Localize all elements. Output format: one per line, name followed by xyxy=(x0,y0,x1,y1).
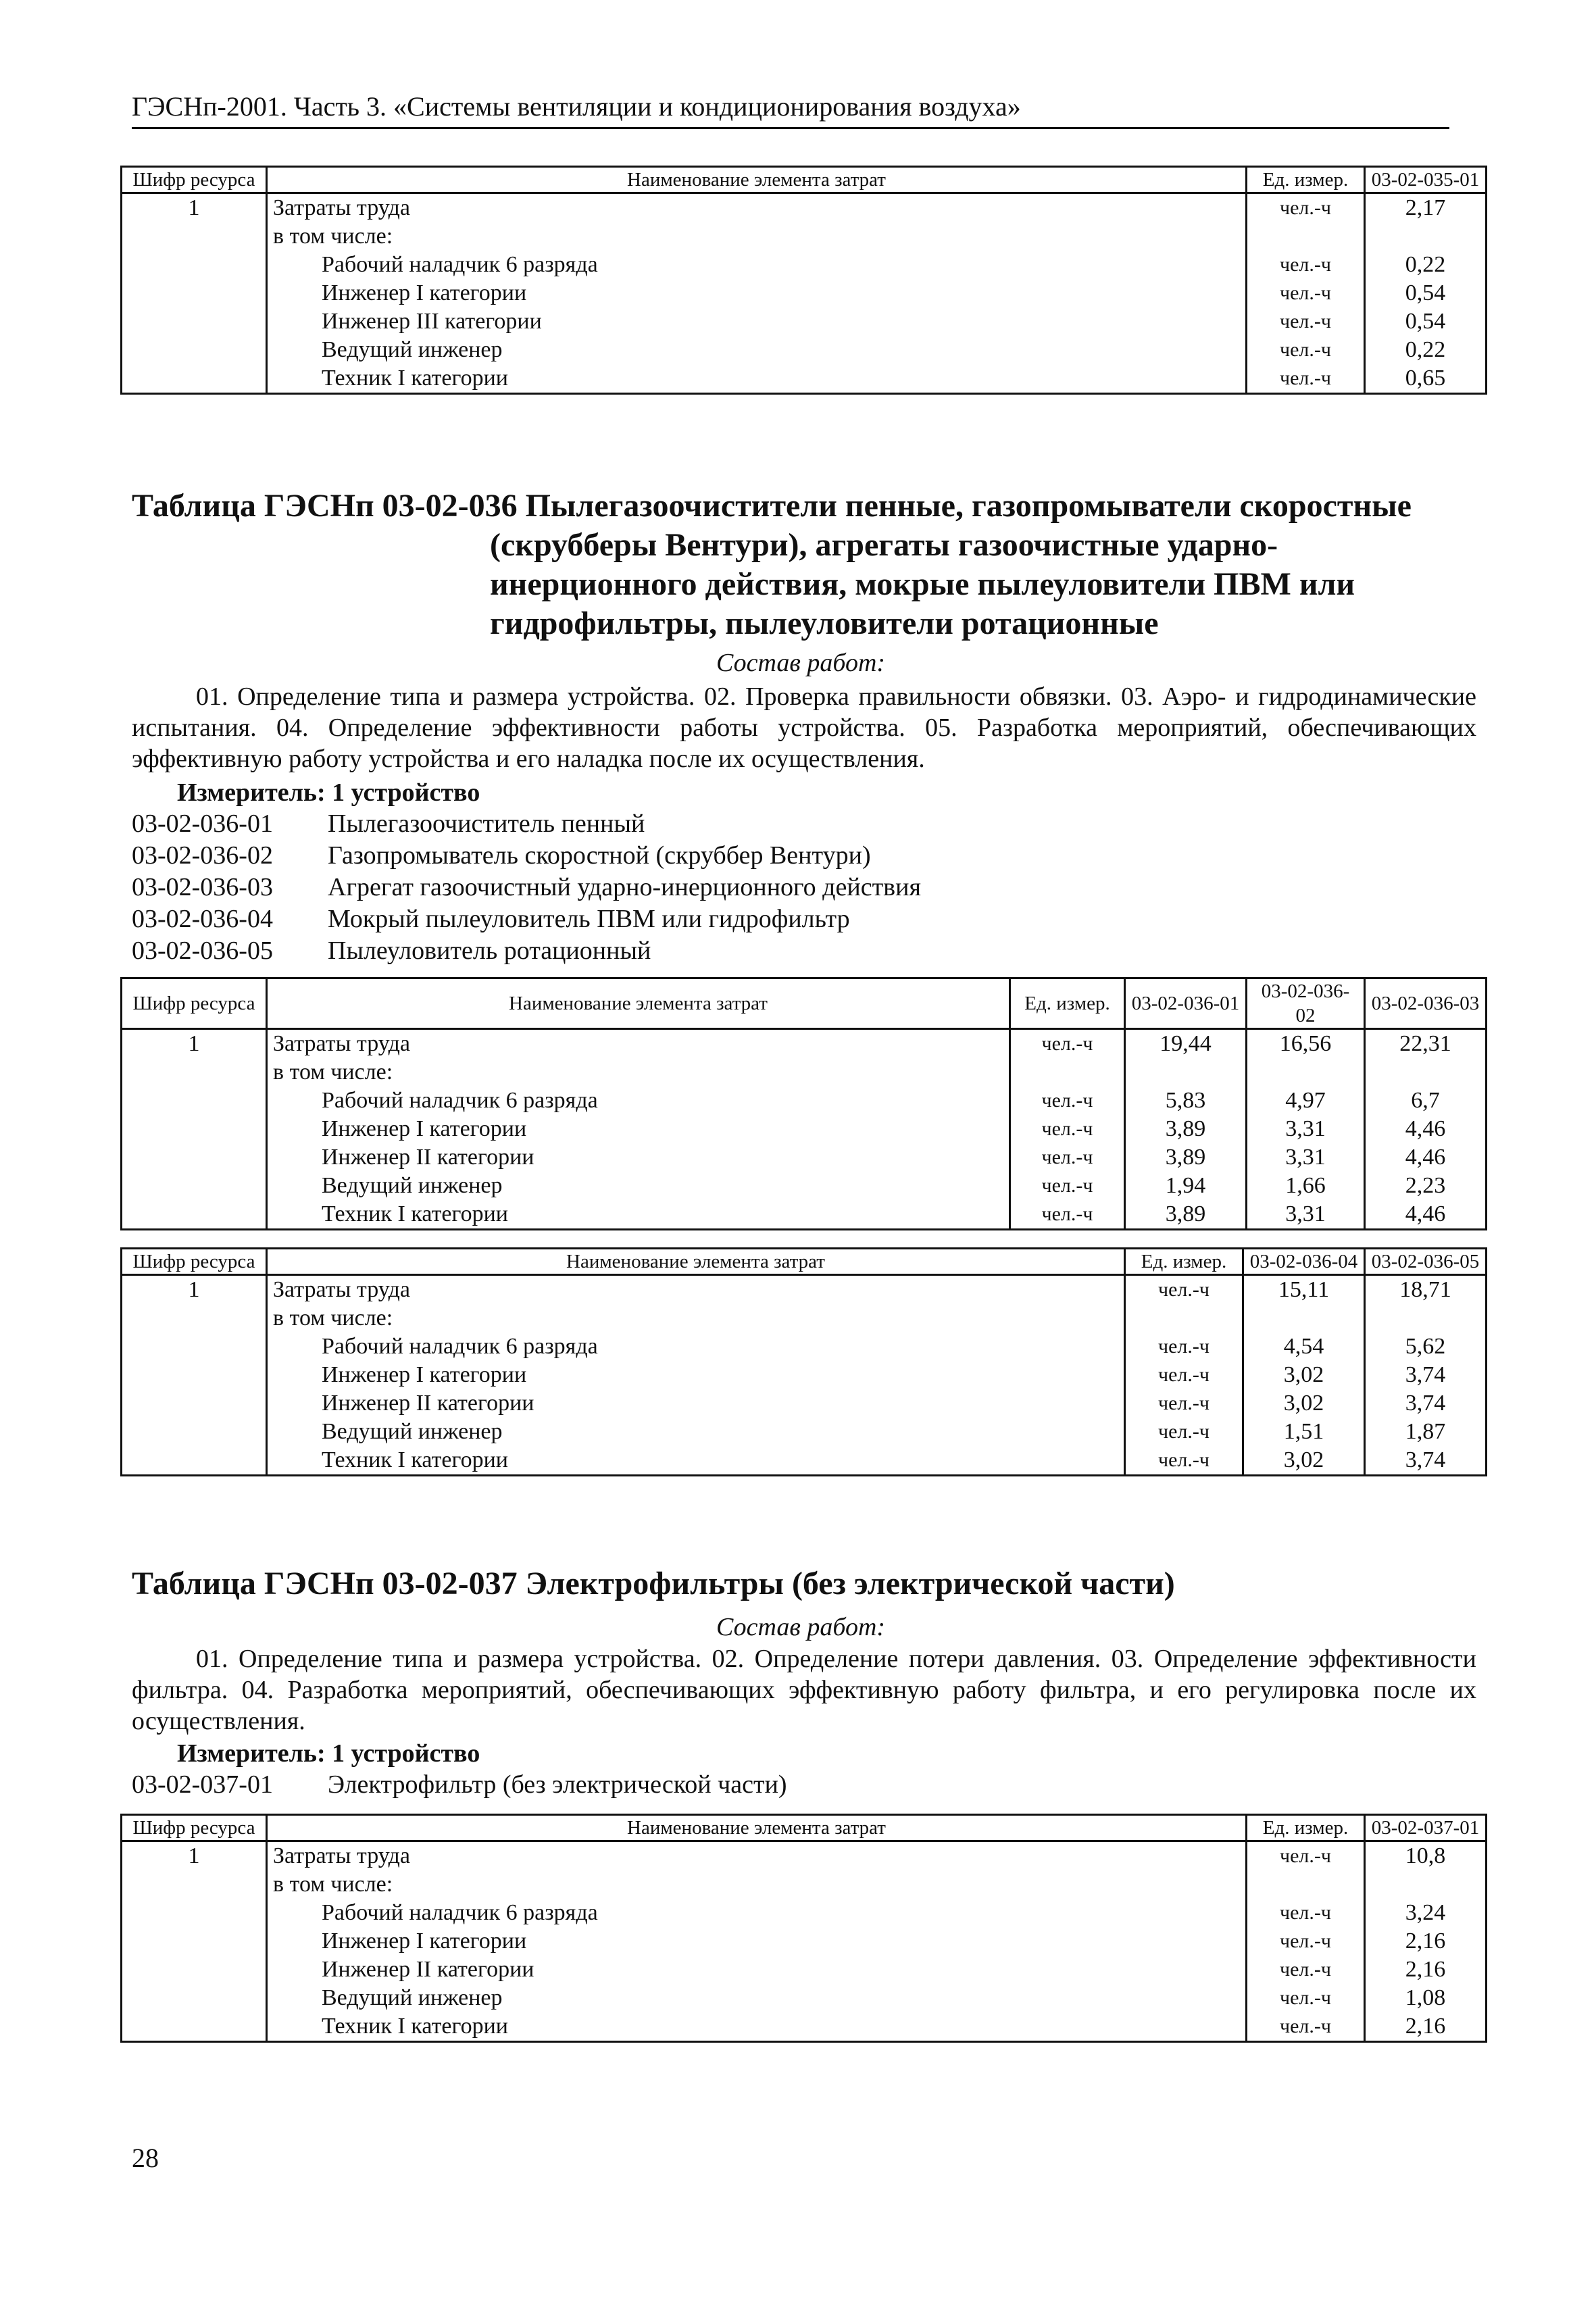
row-unit: чел.-ч xyxy=(1247,2012,1365,2042)
table-header-row xyxy=(122,167,1487,193)
row-unit: чел.-ч xyxy=(1125,1446,1243,1476)
row-value: 1,66 xyxy=(1247,1172,1365,1200)
row-value: 22,31 xyxy=(1365,1029,1487,1059)
row-name: Инженер II категории xyxy=(267,1143,1010,1172)
header-element-name: Наименование элемента затрат xyxy=(267,978,1010,1029)
header-unit: Ед. измер. xyxy=(1247,167,1365,193)
row-name: Затраты труда xyxy=(267,1275,1125,1305)
row-value: 0,65 xyxy=(1365,364,1487,394)
table-row xyxy=(122,1899,1487,1927)
resource-code: 1 xyxy=(122,1841,267,1871)
row-value: 2,16 xyxy=(1365,1927,1487,1956)
list-item xyxy=(132,903,921,935)
row-name: Рабочий наладчик 6 разряда xyxy=(267,1087,1010,1115)
row-unit: чел.-ч xyxy=(1010,1172,1125,1200)
table-header-row xyxy=(122,1249,1487,1275)
title-line: гидрофильтры, пылеуловители ротационные xyxy=(490,605,1159,641)
header-unit: Ед. измер. xyxy=(1010,978,1125,1029)
item-name: Мокрый пылеуловитель ПВМ или гидрофильтр xyxy=(328,905,850,933)
code-list-036 xyxy=(132,808,921,967)
row-unit: чел.-ч xyxy=(1247,193,1365,223)
resource-table-037 xyxy=(120,1814,1487,2043)
table-row xyxy=(122,1927,1487,1956)
title-line: Таблица ГЭСНп 03-02-036 Пылегазоочистители пенные, газопромыватели скоростные xyxy=(132,488,1412,524)
row-value: 3,74 xyxy=(1365,1361,1487,1389)
row-name: Ведущий инженер xyxy=(267,336,1247,364)
list-item xyxy=(132,840,921,872)
running-header: ГЭСНп-2001. Часть 3. «Системы вентиляции и кондиционирования воздуха» xyxy=(132,88,1449,129)
table-row xyxy=(122,336,1487,364)
row-unit: чел.-ч xyxy=(1010,1087,1125,1115)
row-name: Рабочий наладчик 6 разряда xyxy=(267,1899,1247,1927)
table-row xyxy=(122,1087,1487,1115)
header-column-code: 03-02-036-03 xyxy=(1365,978,1487,1029)
item-code: 03-02-036-04 xyxy=(132,905,273,933)
row-unit: чел.-ч xyxy=(1247,1899,1365,1927)
resource-table-036-b xyxy=(120,1247,1487,1476)
row-unit: чел.-ч xyxy=(1247,1927,1365,1956)
list-item xyxy=(132,935,921,967)
row-value: 1,51 xyxy=(1243,1418,1365,1446)
table-row xyxy=(122,1058,1487,1087)
row-value: 2,23 xyxy=(1365,1172,1487,1200)
row-name: в том числе: xyxy=(267,1870,1247,1899)
row-value: 2,16 xyxy=(1365,2012,1487,2042)
header-column-code: 03-02-035-01 xyxy=(1365,167,1487,193)
header-unit: Ед. измер. xyxy=(1125,1249,1243,1275)
row-value: 0,54 xyxy=(1365,279,1487,307)
row-value: 3,74 xyxy=(1365,1446,1487,1476)
table-row xyxy=(122,1870,1487,1899)
row-value: 3,89 xyxy=(1125,1115,1247,1143)
row-unit: чел.-ч xyxy=(1247,1841,1365,1871)
row-unit: чел.-ч xyxy=(1010,1029,1125,1059)
row-value: 6,7 xyxy=(1365,1087,1487,1115)
row-value: 3,74 xyxy=(1365,1389,1487,1418)
table-row xyxy=(122,1275,1487,1305)
composition-text-037: 01. Определение типа и размера устройства. 02. Определение потери давления. 03. Определение эффективности фильтра. 04. Разработка мероприятий, обеспечивающих эффективную работу фильтра, и его регулировка после их осуществления. xyxy=(132,1645,1476,1735)
row-value: 18,71 xyxy=(1365,1275,1487,1305)
list-item xyxy=(132,1769,787,1801)
table-title-036 xyxy=(132,487,1483,643)
table-row xyxy=(122,1984,1487,2012)
table-row xyxy=(122,1956,1487,1984)
measure-037: Измеритель: 1 устройство xyxy=(177,1739,480,1768)
table-row xyxy=(122,1029,1487,1059)
row-unit: чел.-ч xyxy=(1010,1143,1125,1172)
row-name: Инженер II категории xyxy=(267,1956,1247,1984)
page-number: 28 xyxy=(132,2143,159,2173)
resource-table-036-a xyxy=(120,977,1487,1230)
row-value: 3,31 xyxy=(1247,1115,1365,1143)
row-name: Инженер III категории xyxy=(267,307,1247,336)
row-value: 10,8 xyxy=(1365,1841,1487,1871)
row-value: 16,56 xyxy=(1247,1029,1365,1059)
row-unit: чел.-ч xyxy=(1125,1389,1243,1418)
composition-text-036: 01. Определение типа и размера устройства. 02. Проверка правильности обвязки. 03. Аэро- и гидродинамические испытания. 04. Определение эффективности работы устройства. 05. Разработка мероприятий, обеспечивающих эффективную работу устройства и его наладка после их осуществления. xyxy=(132,682,1476,773)
table-row xyxy=(122,1361,1487,1389)
row-value: 3,89 xyxy=(1125,1200,1247,1230)
row-value: 3,24 xyxy=(1365,1899,1487,1927)
resource-code: 1 xyxy=(122,1029,267,1059)
row-value: 15,11 xyxy=(1243,1275,1365,1305)
item-name: Газопромыватель скоростной (скруббер Вентури) xyxy=(328,841,871,870)
row-unit: чел.-ч xyxy=(1247,307,1365,336)
header-column-code: 03-02-037-01 xyxy=(1365,1815,1487,1841)
table-row xyxy=(122,1841,1487,1871)
table-title-037 xyxy=(132,1564,1483,1603)
table-row xyxy=(122,1172,1487,1200)
row-name: Затраты труда xyxy=(267,1841,1247,1871)
row-unit: чел.-ч xyxy=(1125,1418,1243,1446)
item-code: 03-02-037-01 xyxy=(132,1770,273,1799)
row-unit: чел.-ч xyxy=(1247,336,1365,364)
table-row xyxy=(122,2012,1487,2042)
row-name: Ведущий инженер xyxy=(267,1418,1125,1446)
measure-036: Измеритель: 1 устройство xyxy=(177,778,480,807)
row-value: 3,02 xyxy=(1243,1446,1365,1476)
row-value: 4,46 xyxy=(1365,1115,1487,1143)
table-row xyxy=(122,1446,1487,1476)
item-name: Пылеуловитель ротационный xyxy=(328,937,651,965)
header-element-name: Наименование элемента затрат xyxy=(267,1815,1247,1841)
header-cipher: Шифр ресурса xyxy=(122,1815,267,1841)
header-cipher: Шифр ресурса xyxy=(122,167,267,193)
row-unit: чел.-ч xyxy=(1247,1984,1365,2012)
row-unit: чел.-ч xyxy=(1125,1333,1243,1361)
row-value: 3,31 xyxy=(1247,1143,1365,1172)
row-unit: чел.-ч xyxy=(1247,364,1365,394)
row-name: в том числе: xyxy=(267,222,1247,251)
row-unit: чел.-ч xyxy=(1010,1200,1125,1230)
row-name: Инженер I категории xyxy=(267,1927,1247,1956)
header-cipher: Шифр ресурса xyxy=(122,978,267,1029)
header-cipher: Шифр ресурса xyxy=(122,1249,267,1275)
row-name: Затраты труда xyxy=(267,1029,1010,1059)
table-header-row xyxy=(122,978,1487,1029)
row-name: Инженер II категории xyxy=(267,1389,1125,1418)
row-value: 3,02 xyxy=(1243,1361,1365,1389)
table-row xyxy=(122,1389,1487,1418)
row-unit: чел.-ч xyxy=(1125,1361,1243,1389)
row-unit: чел.-ч xyxy=(1125,1275,1243,1305)
row-value: 1,87 xyxy=(1365,1418,1487,1446)
row-value: 0,22 xyxy=(1365,336,1487,364)
table-row xyxy=(122,1418,1487,1446)
header-column-code: 03-02-036-05 xyxy=(1365,1249,1487,1275)
table-row xyxy=(122,222,1487,251)
row-name: Инженер I категории xyxy=(267,1115,1010,1143)
row-value: 4,97 xyxy=(1247,1087,1365,1115)
row-value: 1,94 xyxy=(1125,1172,1247,1200)
row-name: Затраты труда xyxy=(267,193,1247,223)
row-name: Техник I категории xyxy=(267,364,1247,394)
row-name: Ведущий инженер xyxy=(267,1984,1247,2012)
row-name: Рабочий наладчик 6 разряда xyxy=(267,1333,1125,1361)
row-unit: чел.-ч xyxy=(1010,1115,1125,1143)
row-name: в том числе: xyxy=(267,1304,1125,1333)
item-code: 03-02-036-02 xyxy=(132,841,273,870)
table-row xyxy=(122,1200,1487,1230)
row-value: 3,31 xyxy=(1247,1200,1365,1230)
composition-caption-037: Состав работ: xyxy=(716,1613,886,1641)
table-row xyxy=(122,193,1487,223)
title-line: (скрубберы Вентури), агрегаты газоочистные ударно- xyxy=(490,527,1278,563)
table-row xyxy=(122,364,1487,394)
row-value: 0,22 xyxy=(1365,251,1487,279)
title-line: инерционного действия, мокрые пылеуловители ПВМ или xyxy=(490,566,1355,602)
header-column-code: 03-02-036-02 xyxy=(1247,978,1365,1029)
row-value: 4,54 xyxy=(1243,1333,1365,1361)
resource-code: 1 xyxy=(122,1275,267,1305)
row-value: 2,16 xyxy=(1365,1956,1487,1984)
table-row xyxy=(122,1115,1487,1143)
item-name: Агрегат газоочистный ударно-инерционного действия xyxy=(328,873,921,901)
row-value: 5,83 xyxy=(1125,1087,1247,1115)
row-name: Рабочий наладчик 6 разряда xyxy=(267,251,1247,279)
row-value: 4,46 xyxy=(1365,1143,1487,1172)
row-value: 5,62 xyxy=(1365,1333,1487,1361)
row-name: Техник I категории xyxy=(267,1200,1010,1230)
row-name: Ведущий инженер xyxy=(267,1172,1010,1200)
table-row xyxy=(122,1333,1487,1361)
item-name: Электрофильтр (без электрической части) xyxy=(328,1770,787,1799)
row-value: 3,02 xyxy=(1243,1389,1365,1418)
item-code: 03-02-036-01 xyxy=(132,810,273,838)
header-column-code: 03-02-036-04 xyxy=(1243,1249,1365,1275)
row-value: 3,89 xyxy=(1125,1143,1247,1172)
table-header-row xyxy=(122,1815,1487,1841)
table-row xyxy=(122,1143,1487,1172)
item-code: 03-02-036-03 xyxy=(132,873,273,901)
row-unit: чел.-ч xyxy=(1247,1956,1365,1984)
table-row xyxy=(122,1304,1487,1333)
row-name: Техник I категории xyxy=(267,1446,1125,1476)
code-list-037 xyxy=(132,1769,787,1801)
list-item xyxy=(132,808,921,840)
item-name: Пылегазоочиститель пенный xyxy=(328,810,645,838)
table-row xyxy=(122,307,1487,336)
row-unit: чел.-ч xyxy=(1247,251,1365,279)
table-row xyxy=(122,251,1487,279)
header-unit: Ед. измер. xyxy=(1247,1815,1365,1841)
table-row xyxy=(122,279,1487,307)
row-name: Инженер I категории xyxy=(267,279,1247,307)
resource-table-035 xyxy=(120,166,1487,395)
row-name: Инженер I категории xyxy=(267,1361,1125,1389)
row-value: 1,08 xyxy=(1365,1984,1487,2012)
resource-code: 1 xyxy=(122,193,267,223)
title-line: Таблица ГЭСНп 03-02-037 Электрофильтры (без электрической части) xyxy=(132,1566,1175,1601)
row-name: Техник I категории xyxy=(267,2012,1247,2042)
composition-caption-036: Состав работ: xyxy=(716,649,886,677)
row-value: 2,17 xyxy=(1365,193,1487,223)
row-value: 4,46 xyxy=(1365,1200,1487,1230)
row-value: 0,54 xyxy=(1365,307,1487,336)
header-element-name: Наименование элемента затрат xyxy=(267,1249,1125,1275)
list-item xyxy=(132,872,921,903)
row-value: 19,44 xyxy=(1125,1029,1247,1059)
item-code: 03-02-036-05 xyxy=(132,937,273,965)
header-column-code: 03-02-036-01 xyxy=(1125,978,1247,1029)
row-name: в том числе: xyxy=(267,1058,1010,1087)
row-unit: чел.-ч xyxy=(1247,279,1365,307)
header-element-name: Наименование элемента затрат xyxy=(267,167,1247,193)
